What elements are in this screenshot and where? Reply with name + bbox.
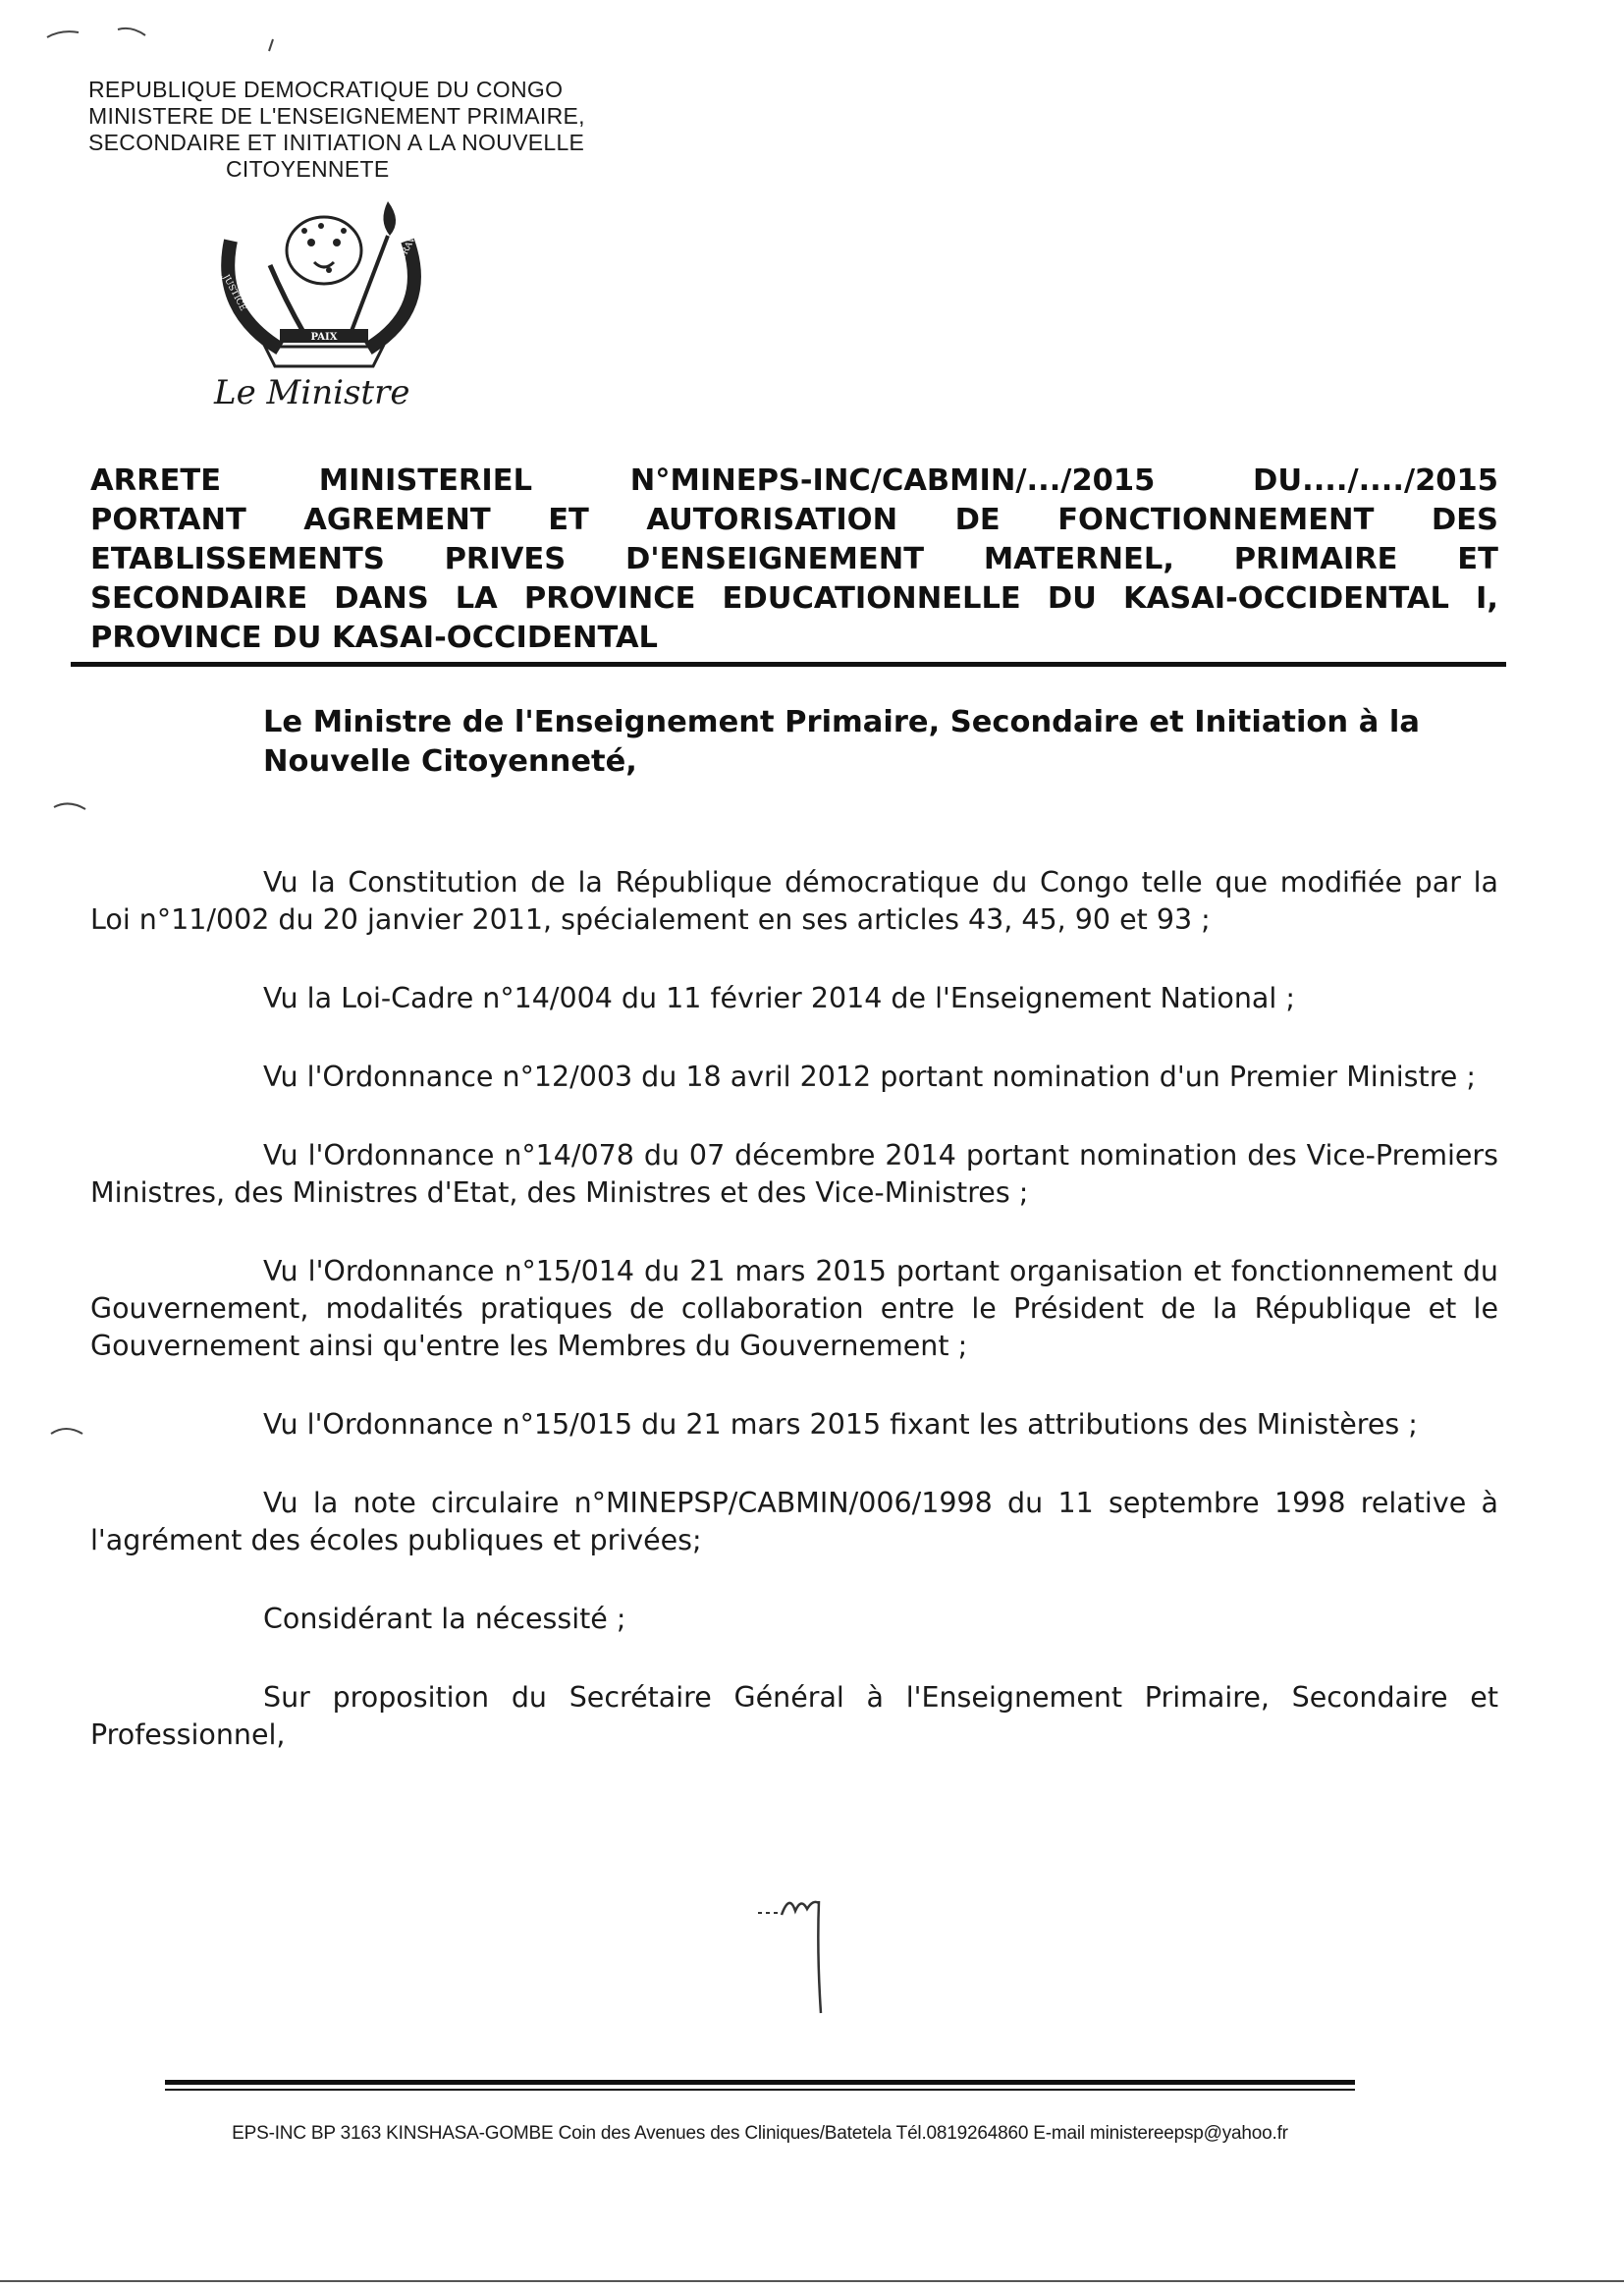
title-word: I,: [1476, 581, 1498, 616]
title-word: MATERNEL,: [983, 542, 1174, 576]
footer-address: EPS-INC BP 3163 KINSHASA-GOMBE Coin des Avenues des Cliniques/Batetela Tél.0819264860 E-mail ministereepsp@yahoo.fr: [232, 2123, 1288, 2144]
decree-preamble: [90, 864, 1498, 1795]
coat-of-arms-emblem: [211, 191, 437, 378]
title-line-5: PROVINCE DU KASAI-OCCIDENTAL: [90, 621, 658, 655]
title-word: ARRETE: [90, 463, 222, 498]
title-word: ETABLISSEMENTS: [90, 542, 385, 576]
emblem-caption: Le Ministre: [214, 373, 410, 412]
footer-rule-thick: [165, 2080, 1355, 2085]
decree-title: [90, 462, 1498, 658]
letterhead-country: REPUBLIQUE DEMOCRATIQUE DU CONGO: [88, 77, 564, 102]
title-word: KASAI-OCCIDENTAL: [1122, 581, 1449, 616]
title-word: AUTORISATION: [646, 503, 898, 537]
title-word: ET: [548, 503, 589, 537]
footer-rule-thin: [165, 2089, 1355, 2091]
preamble-paragraph: Vu l'Ordonnance n°15/015 du 21 mars 2015 fixant les attributions des Ministères ;: [263, 1408, 1418, 1441]
motto-left: JUSTICE: [220, 273, 248, 313]
title-word: LA: [455, 581, 498, 616]
decree-date: DU..../..../2015: [1253, 463, 1498, 498]
title-word: PRIVES: [444, 542, 567, 576]
letterhead: [88, 77, 717, 183]
title-word: MINISTERIEL: [318, 463, 533, 498]
handwritten-initials: [756, 1885, 854, 2023]
title-word: DANS: [334, 581, 429, 616]
letterhead-ministry-cont: SECONDAIRE ET INITIATION A LA NOUVELLE: [88, 130, 585, 155]
title-word: PORTANT: [90, 503, 246, 537]
title-underline: [71, 662, 1506, 667]
preamble-paragraph: Vu l'Ordonnance n°15/014 du 21 mars 2015 portant organisation et fonctionnement du Gouvernement, modalités pratiques de collaboration entre le Président de la République et le Gouvernement ainsi qu'entre les Membres du Gouvernement ;: [90, 1255, 1498, 1362]
letterhead-ministry-end: CITOYENNETE: [226, 156, 390, 182]
title-word: D'ENSEIGNEMENT: [624, 542, 925, 576]
title-word: DU: [1047, 581, 1097, 616]
title-word: DES: [1431, 503, 1498, 537]
decree-number: N°MINEPS-INC/CABMIN/.../2015: [629, 463, 1156, 498]
title-word: FONCTIONNEMENT: [1057, 503, 1375, 537]
motto-right: TRAVAIL: [397, 221, 425, 262]
letterhead-ministry: MINISTERE DE L'ENSEIGNEMENT PRIMAIRE,: [88, 103, 585, 129]
preamble-paragraph: Considérant la nécessité ;: [263, 1603, 626, 1635]
title-line-2: [90, 501, 1498, 540]
title-word: ET: [1457, 542, 1498, 576]
title-word: DE: [954, 503, 1001, 537]
motto-bottom: PAIX: [310, 332, 338, 343]
preamble-paragraph: Vu l'Ordonnance n°12/003 du 18 avril 2012 portant nomination d'un Premier Ministre ;: [263, 1061, 1476, 1093]
preamble-paragraph: Vu la note circulaire n°MINEPSP/CABMIN/006/1998 du 11 septembre 1998 relative à l'agrément des écoles publiques et privées;: [90, 1487, 1498, 1556]
preamble-paragraph: Vu la Constitution de la République démocratique du Congo telle que modifiée par la Loi n°11/002 du 20 janvier 2011, spécialement en ses articles 43, 45, 90 et 93 ;: [90, 866, 1498, 936]
preamble-paragraph: Sur proposition du Secrétaire Général à l'Enseignement Primaire, Secondaire et Professionnel,: [90, 1681, 1498, 1751]
title-word: PROVINCE: [523, 581, 696, 616]
title-word: SECONDAIRE: [90, 581, 308, 616]
title-word: PRIMAIRE: [1233, 542, 1398, 576]
preamble-paragraph: Vu l'Ordonnance n°14/078 du 07 décembre 2014 portant nomination des Vice-Premiers Ministres, des Ministres d'Etat, des Ministres et des Vice-Ministres ;: [90, 1139, 1498, 1209]
title-line-1: [90, 462, 1498, 501]
title-word: AGREMENT: [303, 503, 491, 537]
minister-heading: Le Ministre de l'Enseignement Primaire, Secondaire et Initiation à la Nouvelle Citoyenneté,: [263, 705, 1420, 779]
page-bottom-edge: [0, 2280, 1624, 2282]
title-line-4: [90, 579, 1498, 619]
title-word: EDUCATIONNELLE: [722, 581, 1021, 616]
title-line-3: [90, 540, 1498, 579]
preamble-paragraph: Vu la Loi-Cadre n°14/004 du 11 février 2014 de l'Enseignement National ;: [263, 982, 1295, 1014]
